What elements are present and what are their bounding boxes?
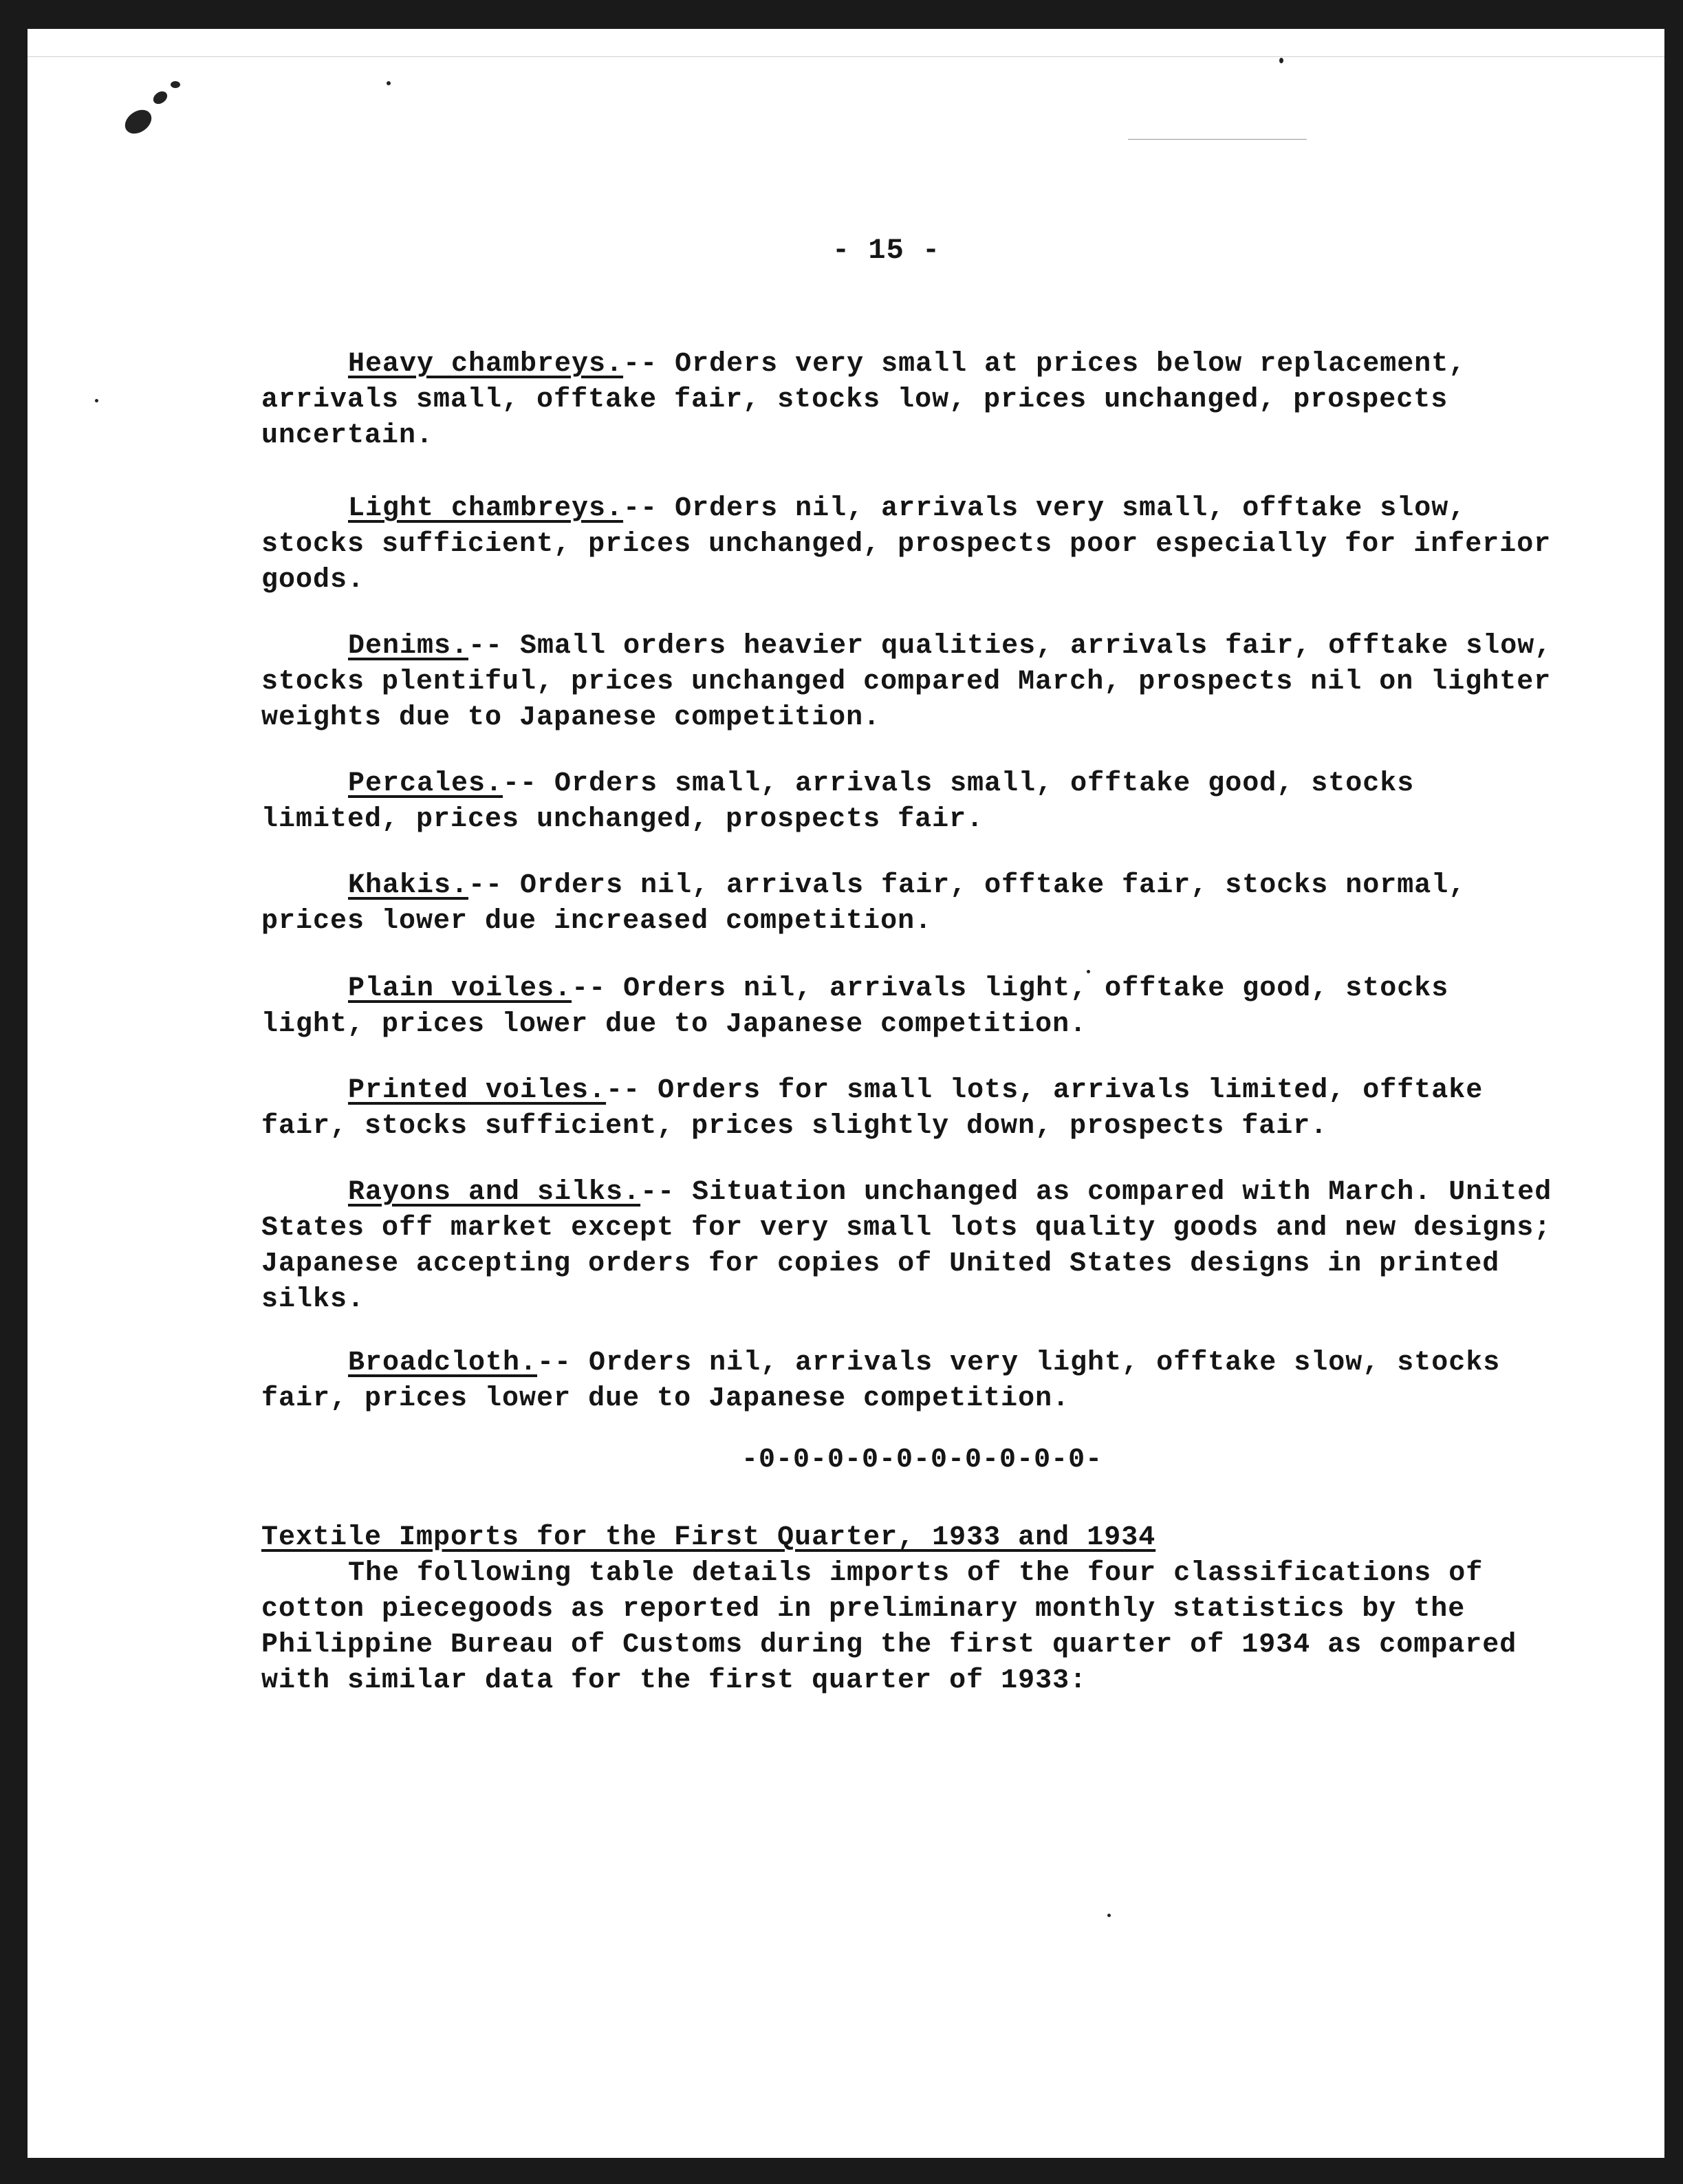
- paragraph-rayons-and-silks: [261, 1175, 1568, 1318]
- ink-speck: [387, 81, 391, 85]
- paragraph-percales: [261, 766, 1568, 838]
- ink-blot: [171, 81, 180, 88]
- paragraph-text: -- Orders for small lots, arrivals limited, offtake fair, stocks sufficient, prices slightly down, prospects fair.: [261, 1075, 1484, 1142]
- paragraph-text: -- Orders nil, arrivals fair, offtake fair, stocks normal, prices lower due increased competition.: [261, 870, 1466, 937]
- paragraph-printed-voiles: [261, 1073, 1568, 1145]
- paragraph-heading: Khakis.: [348, 870, 469, 901]
- paragraph-text: -- Orders nil, arrivals very small, offtake slow, stocks sufficient, prices unchanged, prospects poor especially for inferior goods.: [261, 493, 1552, 596]
- paragraph-heading: Light chambreys.: [348, 493, 624, 524]
- ink-blot: [120, 105, 156, 139]
- paragraph-text: -- Orders small, arrivals small, offtake good, stocks limited, prices unchanged, prospects fair.: [261, 768, 1415, 835]
- section-body: The following table details imports of the four classifications of cotton piecegoods as reported in preliminary monthly statistics by the Philippine Bureau of Customs during the first quarter of 1934 as compared with similar data for the first quarter of 1933:: [261, 1558, 1517, 1696]
- paragraph-text: -- Orders nil, arrivals light, offtake good, stocks light, prices lower due to Japanese competition.: [261, 973, 1449, 1040]
- section-title: Textile Imports for the First Quarter, 1933 and 1934: [261, 1522, 1156, 1553]
- paragraph-heading: Percales.: [348, 768, 503, 799]
- scan-line: [1128, 139, 1307, 140]
- paragraph-broadcloth: [261, 1345, 1568, 1417]
- ink-speck: [1107, 1914, 1111, 1917]
- paragraph-heading: Printed voiles.: [348, 1075, 607, 1106]
- ink-blot: [151, 89, 169, 107]
- paragraph-heading: Denims.: [348, 631, 469, 662]
- paragraph-khakis: [261, 868, 1568, 940]
- section-separator: -0-0-0-0-0-0-0-0-0-0-: [741, 1445, 1103, 1475]
- paragraph-text: -- Small orders heavier qualities, arrivals fair, offtake slow, stocks plentiful, prices unchanged compared March, prospects nil on lighter weights due to Japanese competition.: [261, 631, 1552, 733]
- ink-speck: [95, 399, 98, 402]
- paragraph-heading: Plain voiles.: [348, 973, 572, 1004]
- paragraph-light-chambreys: [261, 491, 1568, 598]
- paragraph-heavy-chambreys: [261, 347, 1568, 454]
- paragraph-text: -- Orders very small at prices below replacement, arrivals small, offtake fair, stocks low, prices unchanged, prospects uncertain.: [261, 349, 1466, 451]
- paragraph-plain-voiles: [261, 971, 1568, 1043]
- paragraph-text: -- Orders nil, arrivals very light, offtake slow, stocks fair, prices lower due to Japanese competition.: [261, 1348, 1501, 1414]
- scan-line: [28, 56, 1664, 57]
- paragraph-text: -- Situation unchanged as compared with March. United States off market except for very small lots quality goods and new designs; Japanese accepting orders for copies of United States designs in printed silks.: [261, 1177, 1552, 1315]
- document-page: [28, 29, 1664, 2158]
- paragraph-heading: Heavy chambreys.: [348, 349, 624, 380]
- paragraph-heading: Rayons and silks.: [348, 1177, 641, 1208]
- paragraph-denims: [261, 629, 1568, 736]
- page-number: - 15 -: [832, 234, 941, 267]
- ink-speck: [1279, 58, 1283, 63]
- paragraph-heading: Broadcloth.: [348, 1348, 538, 1378]
